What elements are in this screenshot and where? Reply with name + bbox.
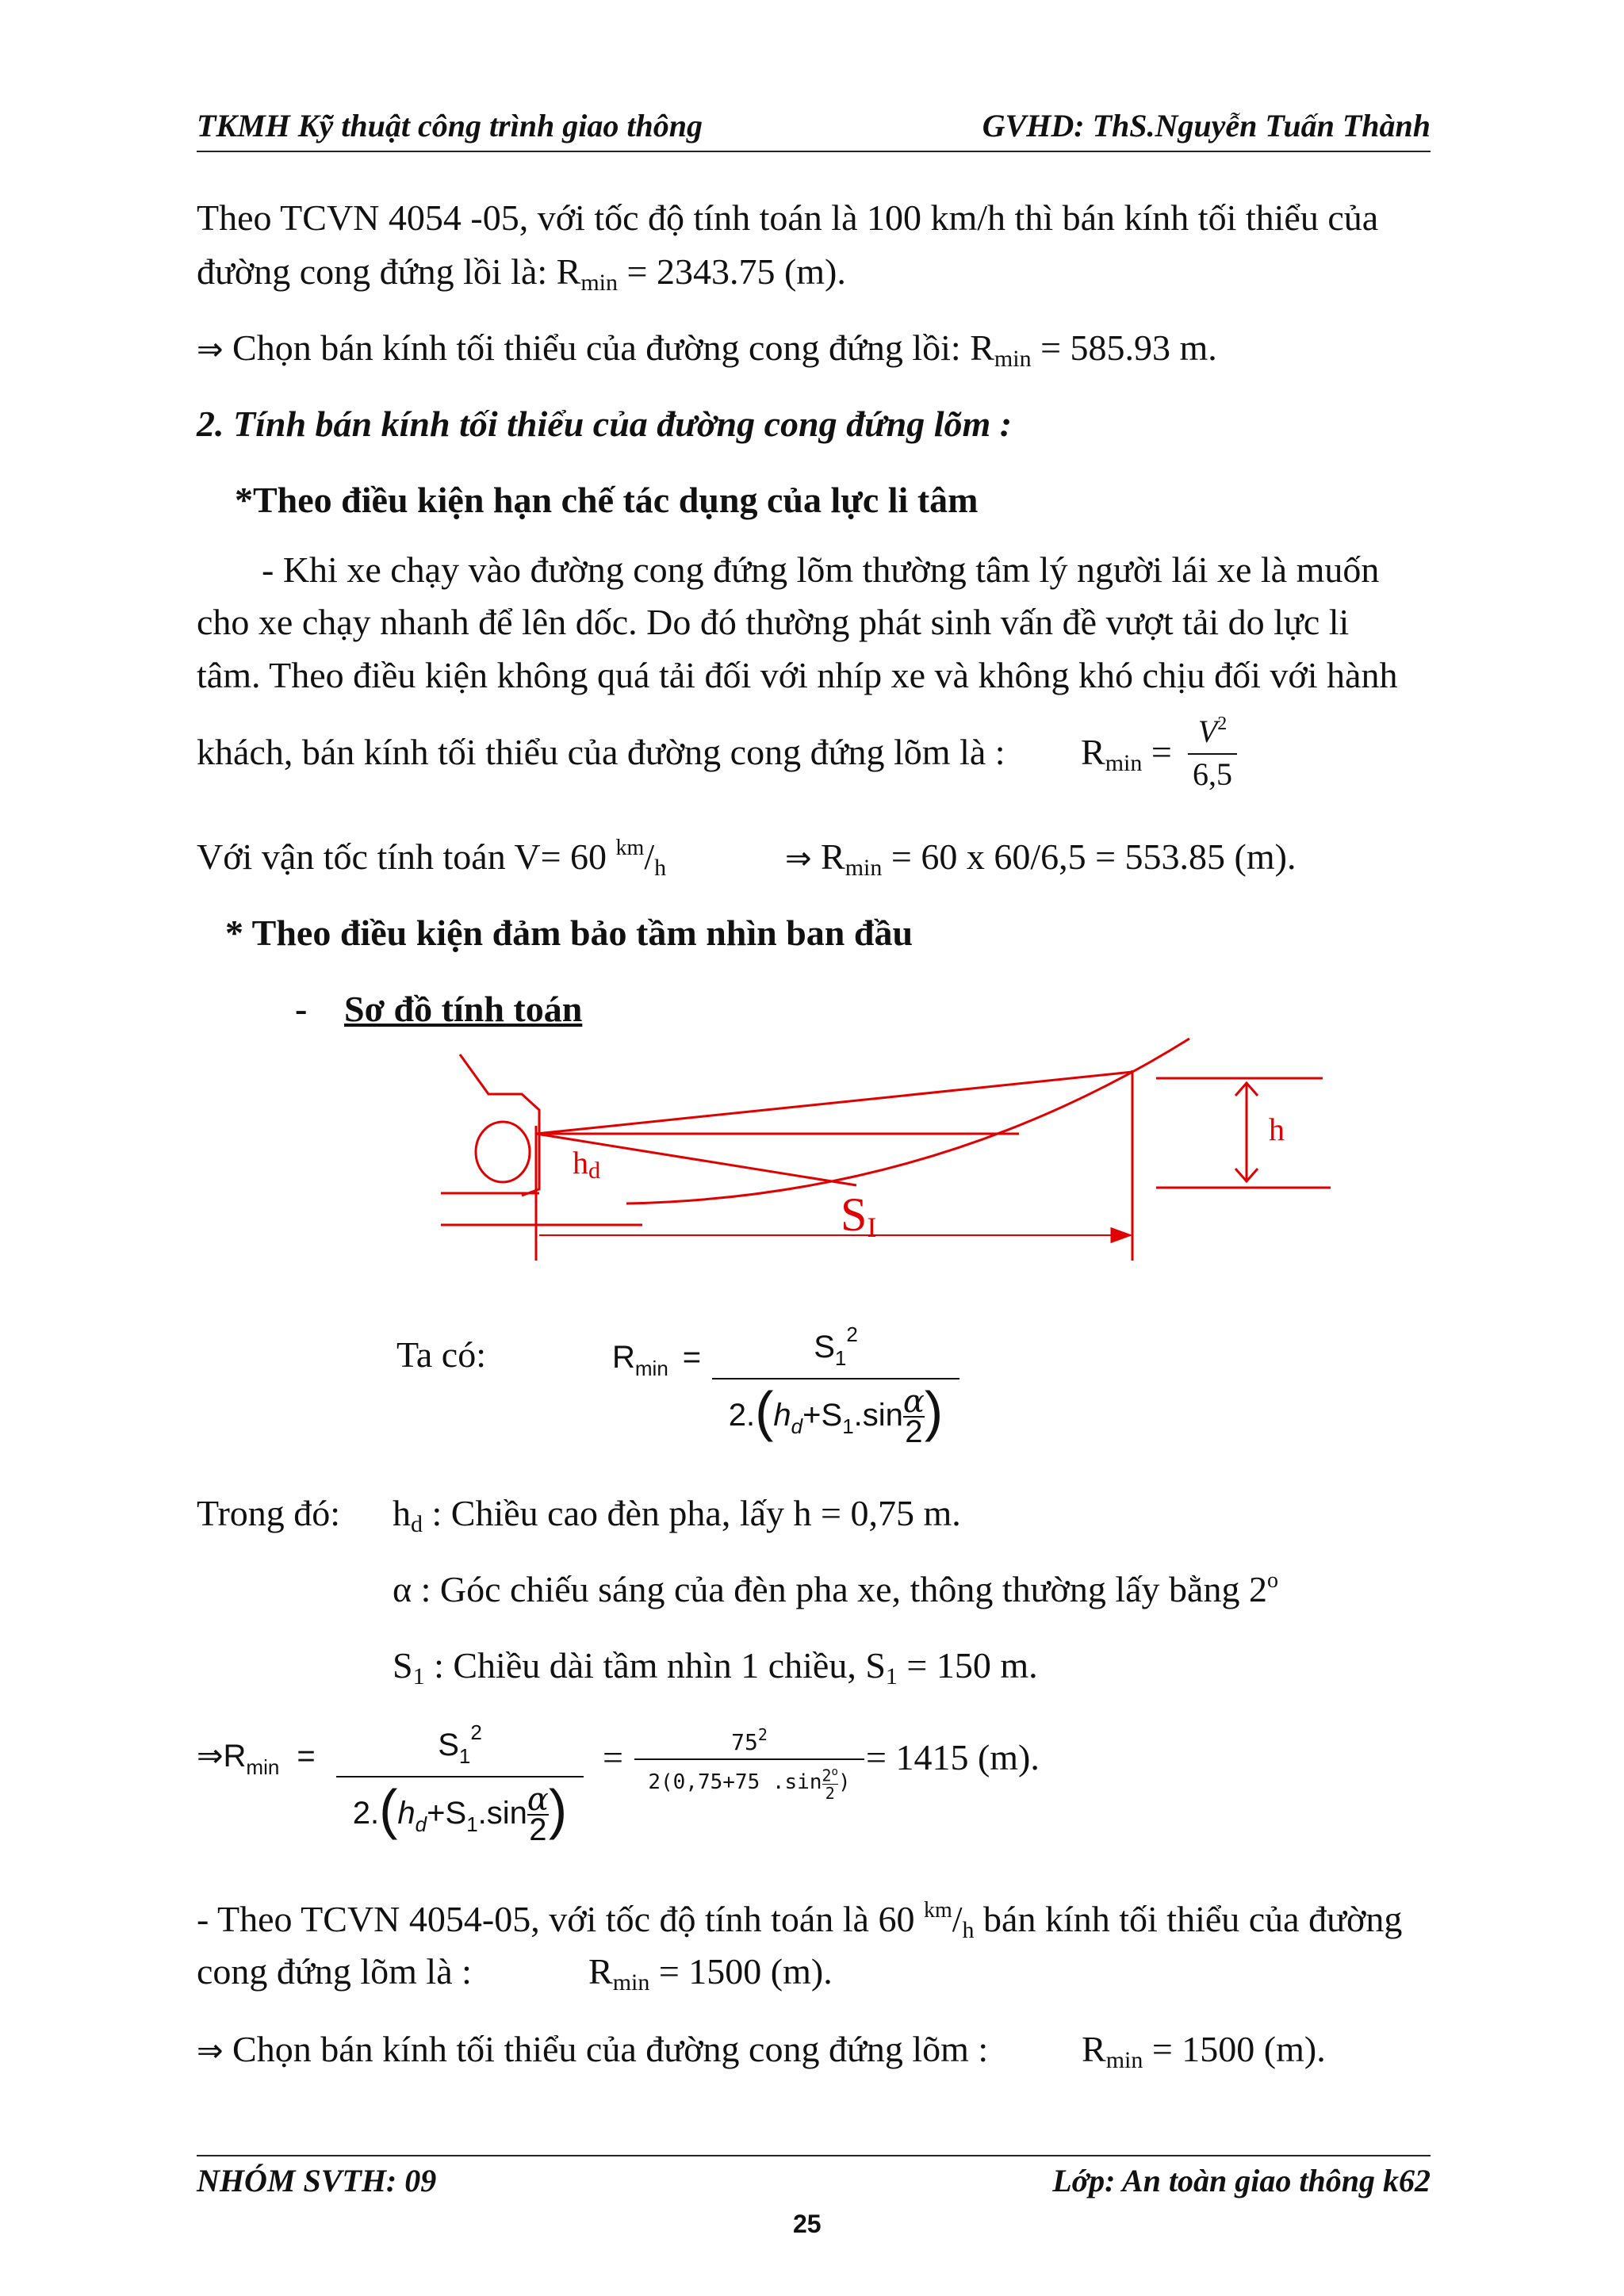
arrowhead-icon — [1112, 1229, 1129, 1242]
label-s: SI — [841, 1188, 877, 1243]
car-body-outline — [460, 1054, 539, 1196]
formula2-eq2: = — [603, 1737, 623, 1777]
para2-line3: tâm. Theo điều kiện không quá tải đối với nhíp xe và không khó chịu đối với hành — [197, 655, 1398, 695]
centrifugal-formula-fraction: $V^2$ 6,5 — [1188, 706, 1237, 794]
sag-curve — [626, 1039, 1189, 1203]
formula2-fraction: $S_1^2$ $2.(h_d+S_1.\sin$ $\frac{\alpha}{2}$ ) — [336, 1712, 584, 1856]
sight-distance-diagram — [428, 1023, 1364, 1276]
footer-rule — [197, 2155, 1431, 2156]
formula2-result: = 1415 (m). — [866, 1737, 1040, 1777]
header-right: GVHD: ThS.Nguyễn Tuấn Thành — [982, 108, 1431, 144]
page-number: 25 — [793, 2210, 822, 2238]
para2-line1: - Khi xe chạy vào đường cong đứng lõm thường tâm lý người lái xe là muốn — [262, 549, 1380, 590]
speed-result: ⇒ $R_{min} = 60$ x 60/6,5 = 553.85 (m). — [785, 836, 1297, 881]
speed-line: Với vận tốc tính toán V= 60 $^{km}/_h$ — [197, 836, 667, 881]
alpha-definition: α : Góc chiếu sáng của đèn pha xe, thông thường lấy bằng 2$^o$ — [393, 1568, 1278, 1609]
para1-line1: Theo TCVN 4054 -05, với tốc độ tính toán là 100 km/h thì bán kính tối thiểu của — [197, 197, 1379, 238]
implies-arrow-icon: ⇒ — [197, 2033, 224, 2069]
para3-result: $R_{min} = 1500$ (m). — [588, 1951, 833, 1996]
s1-definition: $S_1$ : Chiều dài tầm nhìn 1 chiều, $S_1 = 150$ m. — [393, 1645, 1038, 1689]
para3-line2: cong đứng lõm là : — [197, 1951, 472, 1992]
diagram-heading: Sơ đồ tính toán — [344, 989, 583, 1029]
footer-right: Lớp: An toàn giao thông k62 — [1052, 2163, 1431, 2198]
diagram-dash: - — [295, 989, 308, 1029]
cond1-title: *Theo điều kiện hạn chế tác dụng của lực li tâm — [235, 480, 979, 520]
sight-line-upper — [536, 1072, 1132, 1134]
para2-line2: cho xe chạy nhanh để lên dốc. Do đó thường phát sinh vấn đề vượt tải do lực li — [197, 602, 1350, 642]
para2-line4: khách, bán kính tối thiểu của đường cong đứng lõm là : — [197, 732, 1005, 772]
choose2-result: $R_{min} = 1500$ (m). — [1082, 2029, 1326, 2073]
implies-arrow-icon: ⇒ — [197, 331, 224, 368]
hd-definition: $h_d$ : Chiều cao đèn pha, lấy h = 0,75 m. — [393, 1493, 961, 1537]
footer-left: NHÓM SVTH: 09 — [197, 2163, 437, 2198]
para1-line2: đường cong đứng lồi là: $R_{min} = 2343.75$ (m). — [197, 251, 846, 296]
centrifugal-formula-lhs: $R_{min}$ = — [1081, 732, 1172, 776]
formula1-fraction: $S_1^2$ $2.(h_d+S_1.\sin$ $\frac{\alpha}{2}$ ) — [712, 1314, 959, 1458]
implies-arrow-icon: ⇒ — [197, 1738, 224, 1774]
choose2-line: ⇒ Chọn bán kính tối thiểu của đường cong đứng lõm : — [197, 2029, 989, 2069]
cond2-title: * Theo điều kiện đảm bảo tầm nhìn ban đầu — [225, 913, 914, 953]
implies-arrow-icon: ⇒ — [785, 840, 812, 877]
headlight-circle — [476, 1122, 530, 1182]
label-hd: hd — [573, 1145, 600, 1184]
header-rule — [197, 151, 1431, 152]
trong-do-label: Trong đó: — [197, 1493, 341, 1533]
label-h: h — [1269, 1112, 1285, 1147]
section2-title: 2. Tính bán kính tối thiểu của đường cong đứng lõm : — [197, 404, 1013, 444]
formula1-lhs: $R_{min}$ = — [612, 1340, 702, 1380]
header-left: TKMH Kỹ thuật công trình giao thông — [197, 108, 703, 144]
choose1-line: ⇒ Chọn bán kính tối thiểu của đường cong đứng lồi: $R_{min} = 585.93$ m. — [197, 327, 1217, 372]
ta-co-label: Ta có: — [396, 1334, 487, 1375]
para3-line1: - Theo TCVN 4054-05, với tốc độ tính toán là 60 $^{km}/_h$ bán kính tối thiểu của đường — [197, 1898, 1403, 1943]
formula2-numeric-fraction: $75^2$ 2(0,75+75 .sin $\frac{2^o}{2}$ ) — [634, 1719, 864, 1804]
formula2-lhs: $\Rightarrow R_{min}$ = — [197, 1738, 316, 1779]
